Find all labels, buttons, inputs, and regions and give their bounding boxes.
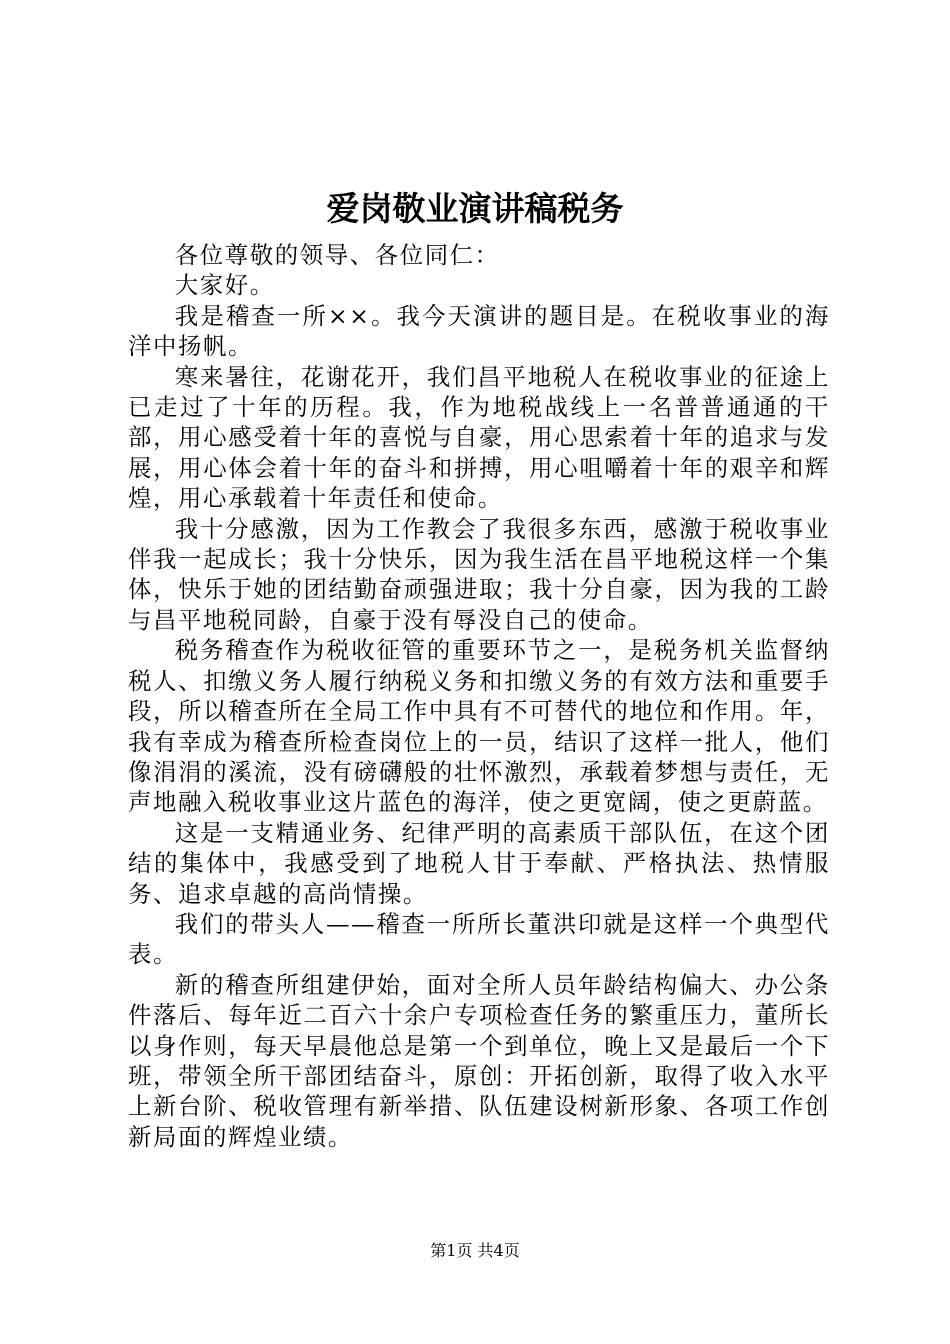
document-body: [128, 240, 830, 1152]
paragraph-greeting: 大家好。: [174, 271, 275, 300]
paragraph: 我们的带头人——稽查一所所长董洪印就是这样一个典型代表。: [128, 909, 830, 969]
page-number-footer: 第1页 共4页: [430, 1241, 520, 1260]
document-title: 爱岗敬业演讲稿税务: [326, 189, 624, 228]
paragraph: 我十分感激，因为工作教会了我很多东西，感激于税收事业伴我一起成长；我十分快乐，因为我生活在昌平地税这样一个集体，快乐于她的团结勤奋顽强进取；我十分自豪，因为我的工龄与昌平地税同龄，自豪于没有辱没自己的使命。: [128, 514, 830, 634]
paragraph: 寒来暑往，花谢花开，我们昌平地税人在税收事业的征途上已走过了十年的历程。我，作为地税战线上一名普普通通的干部，用心感受着十年的喜悦与自豪，用心思索着十年的追求与发展，用心体会着十年的奋斗和拼搏，用心咀嚼着十年的艰辛和辉煌，用心承载着十年责任和使命。: [128, 362, 830, 513]
paragraph: 新的稽查所组建伊始，面对全所人员年龄结构偏大、办公条件落后、每年近二百六十余户专项检查任务的繁重压力，董所长以身作则，每天早晨他总是第一个到单位，晚上又是最后一个下班，带领全所干部团结奋斗，原创：开拓创新，取得了收入水平上新台阶、税收管理有新举措、队伍建设树新形象、各项工作创新局面的辉煌业绩。: [128, 970, 830, 1151]
paragraph-intro: 我是稽查一所××。我今天演讲的题目是。在税收事业的海洋中扬帆。: [128, 301, 830, 361]
paragraph-salutation: 各位尊敬的领导、各位同仁：: [174, 241, 500, 269]
paragraph: 这是一支精通业务、纪律严明的高素质干部队伍，在这个团结的集体中，我感受到了地税人甘于奉献、严格执法、热情服务、追求卓越的高尚情操。: [128, 818, 830, 908]
paragraph: 税务稽查作为税收征管的重要环节之一，是税务机关监督纳税人、扣缴义务人履行纳税义务和扣缴义务的有效方法和重要手段，所以稽查所在全局工作中具有不可替代的地位和作用。年，我有幸成为稽查所检查岗位上的一员，结识了这样一批人，他们像涓涓的溪流，没有磅礴般的壮怀激烈，承载着梦想与责任，无声地融入税收事业这片蓝色的海洋，使之更宽阔，使之更蔚蓝。: [128, 636, 830, 817]
